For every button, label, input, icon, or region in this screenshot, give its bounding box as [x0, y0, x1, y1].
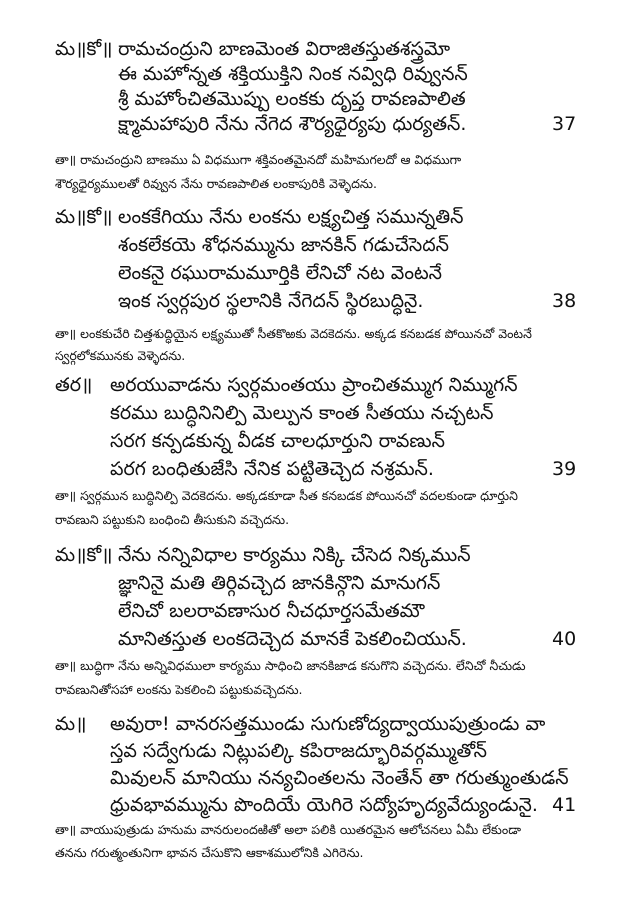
verse-line: సరగ కన్పడకున్న వీడక చాలధూర్తుని రావణున్ [110, 430, 445, 452]
verse-gloss-line: తా॥ స్వర్గమున బుద్ధినిల్పి వెదకెదను. అక్కడకూడా సీత కనబడక పోయినచో వదలకుండా ధూర్తుని [55, 488, 518, 503]
verse-number: 40 [552, 628, 577, 650]
verse-line: శంకలేకయె శోధనమ్మును జానకిన్ గడుచేసెదన్ [118, 234, 449, 256]
verse-line: రామచంద్రుని బాణమెంత విరాజితస్తుతశస్త్రమో [118, 38, 451, 60]
verse-line: లేనిచో బలరావణాసుర నీచధూర్తసమేతమౌ [118, 600, 425, 622]
verse-gloss-line: శౌర్యధైర్యములతో రివ్వున నేను రావణపాలిత లంకాపురికి వెళ్ళెదను. [55, 176, 377, 191]
verse-line: మివులన్ మానియు నన్యచింతలను నెంతేన్ తా గరుత్ముంతుడన్ [110, 767, 569, 789]
verse-number: 38 [552, 290, 577, 312]
verse-meter-label: మ॥కో॥ [55, 206, 113, 228]
verse-line: నేను నన్నివిధాల కార్యము నిక్కి చేసెద నిక్కమున్ [118, 544, 471, 566]
verse-gloss-line: స్వర్గలోకమునకు వెళ్ళెదను. [55, 348, 186, 363]
verse-gloss-line: రావణుని పట్టుకుని బంధించి తీసుకుని వచ్చెదను. [55, 512, 290, 527]
verse-line: పరగ బంధితుజేసి నేనిక పట్టితెచ్చెద నశ్రమన్. [110, 458, 434, 480]
verse-line: అవురా! వానరసత్తముండు సుగుణోద్యద్వాయుపుత్రుండు వా [110, 713, 546, 735]
verse-gloss-line: తా॥ వాయుపుత్రుడు హనుమ వానరులందఱితో అలా పలికి యితరమైన ఆలోచనలు ఏమీ లేకుండా [55, 822, 521, 837]
verse-meter-label: మ॥కో॥ [55, 544, 113, 566]
verse-line: మానితస్తుత లంకదెచ్చెద మానకే పెకలించియున్. [118, 628, 467, 650]
verse-number: 39 [552, 458, 577, 480]
verse-line: ధ్రువభావమ్మును పొందియే యెగిరె సద్యోహృద్యవేద్యుండునై. [110, 794, 538, 816]
verse-line: కరము బుద్ధినినిల్పి మెల్పున కాంత సీతయు నచ్చటన్ [110, 402, 494, 424]
verse-gloss-line: తనను గరుత్మంతునిగా భావన చేసుకొని ఆకాశములోనికి ఎగిరెను. [55, 845, 364, 860]
verse-gloss-line: తా॥ రామచంద్రుని బాణము ఏ విధముగా శక్తివంతమైనదో మహిమగలదో ఆ విధముగా [55, 152, 462, 167]
verse-number: 37 [552, 113, 577, 135]
verse-line: ఈ మహోన్నత శక్తియుక్తిని నింక నవ్విధి రివ్వునన్ [118, 63, 468, 85]
verse-meter-label: మ॥ [55, 713, 87, 735]
verse-line: స్తవ సద్వేగుడు నిట్లుపల్కి కపిరాజద్భూరివర్గమ్ముతోన్ [110, 740, 488, 762]
verse-line: జ్ఞానినై మతి తిర్గివచ్చెద జానకిన్గొని మానుగన్ [118, 572, 441, 594]
verse-line: ఇంక స్వర్గపుర స్థలానికి నేగెదన్ స్థిరబుద్ధినై. [118, 290, 424, 312]
verse-number: 41 [552, 794, 577, 816]
verse-line: అరయువాడను స్వర్గమంతయు ప్రాంచితమ్ముగ నిమ్ముగన్ [110, 374, 518, 396]
verse-line: శ్రీ మహోంచితమొప్పు లంకకు దృప్త రావణపాలిత [118, 88, 466, 110]
verse-meter-label: తర॥ [55, 374, 93, 396]
verse-line: లెంకనై రఘురామమూర్తికి లేనిచో నట వెంటనే [118, 262, 442, 284]
verse-meter-label: మ॥కో॥ [55, 38, 113, 60]
verse-gloss-line: తా॥ లంకకుచేరి చిత్తశుద్ధియైన లక్ష్యముతో సీతకొఱకు వెదకెదను. అక్కడ కనబడక పోయినచో వెంటనే [55, 326, 532, 341]
verse-gloss-line: తా॥ బుద్ధిగా నేను అన్నివిధములా కార్యము సాధించి జానకిజాడ కనుగొని వచ్చెదను. లేనిచో నీచుడు [55, 658, 526, 673]
verse-line: క్ష్మామహాపురి నేను నేగెద శౌర్యధైర్యపు ధుర్యతన్. [118, 113, 467, 135]
verse-gloss-line: రావణునితోసహా లంకను పెకలించి పట్టుకువచ్చెదను. [55, 682, 303, 697]
verse-line: లంకకేగియు నేను లంకను లక్ష్యచిత్త సమున్నతిన్ [118, 206, 464, 228]
